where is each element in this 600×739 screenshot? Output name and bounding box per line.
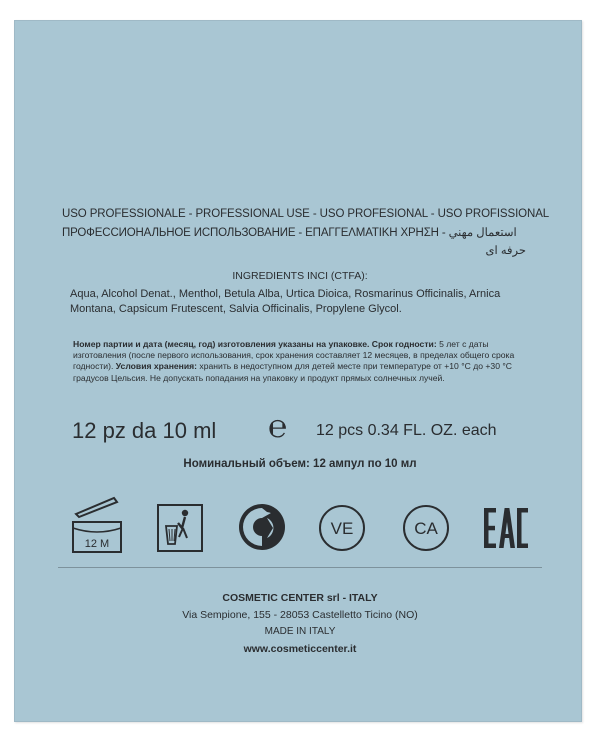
estimated-sign-icon: ℮ [268, 408, 288, 444]
green-dot-icon [237, 502, 287, 552]
eac-mark-icon [482, 506, 530, 550]
lot-label: Номер партии и дата (месяц, год) изготовления указаны на упаковке. Срок годности: [73, 339, 437, 349]
website-link[interactable]: www.cosmeticcenter.it [243, 643, 357, 655]
company-name: COSMETIC CENTER srl - ITALY [222, 592, 378, 604]
storage-text: хранить в недоступном для детей месте при температуре от +10 °С до +30 °С градусов Цельсия. Не допускать попадания на упаковку и продукт прямых солнечных лучей. [73, 361, 513, 383]
storage-label: Условия хранения: [113, 361, 198, 372]
lot-text: 5 лет с даты изготовления (после первого использования, срок хранения составляет 12 месяцев, в пределах общего срока годности). [73, 339, 515, 372]
ca-label: CA [414, 519, 438, 538]
quantity-italian: 12 pz da 10 ml [72, 418, 217, 443]
ca-circle-icon [402, 504, 450, 552]
nominal-volume-ru: Номинальный объем: 12 ампул по 10 мл [183, 458, 417, 470]
tidyman-bin-icon [157, 504, 203, 552]
pao-label: 12 M [84, 538, 110, 550]
ve-circle-icon [318, 504, 366, 552]
company-address: Via Sempione, 155 - 28053 Castelletto Ticino (NO) [182, 609, 418, 621]
pao-jar-icon [70, 492, 124, 554]
usage-line-latin: USO PROFESSIONALE - PROFESSIONAL USE - USO PROFESIONAL - USO PROFISSIONAL [62, 208, 550, 220]
made-in-label: MADE IN ITALY [264, 626, 336, 637]
symbols-row [60, 490, 540, 570]
russian-info [73, 339, 539, 384]
usage-line-persian: حرفه ای [485, 245, 526, 257]
ingredients-heading: INGREDIENTS INCI (CTFA): [232, 270, 368, 282]
usage-line-multilingual: ПРОФЕССИОНАЛЬНОЕ ИСПОЛЬЗОВАНИЕ - ΕΠΑΓΓΕΛΜΑΤΙΚΗ ΧΡΗΣΗ - استعمال مهني [62, 227, 517, 239]
ve-label: VE [330, 519, 354, 538]
divider [58, 567, 542, 568]
ingredients-list: Aqua, Alcohol Denat., Menthol, Betula Alba, Urtica Dioica, Rosmarinus Officinalis, Arnica Montana, Capsicum Frutescent, Salvia Officinalis, Propylene Glycol. [70, 288, 501, 315]
quantity-english: 12 pcs 0.34 FL. OZ. each [316, 422, 497, 439]
